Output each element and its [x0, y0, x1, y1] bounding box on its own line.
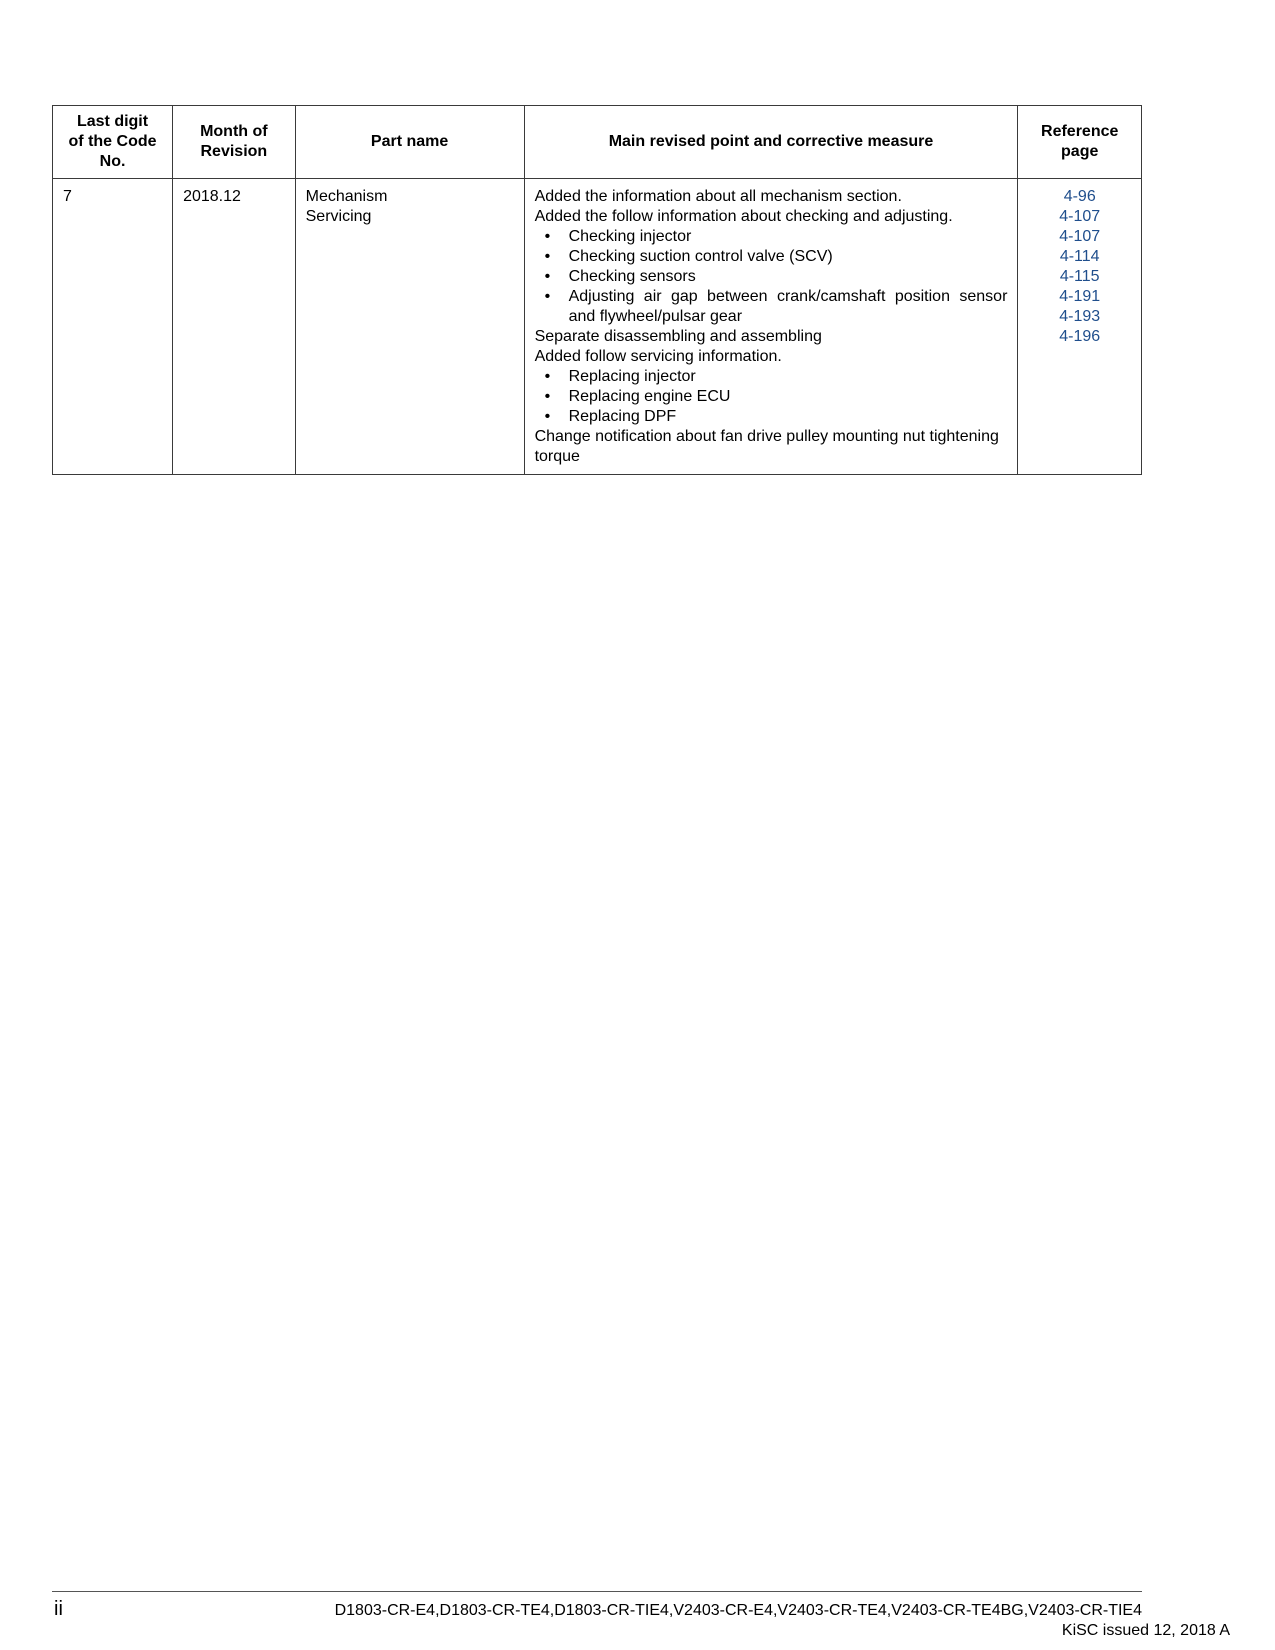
header-last-digit: Last digit of the Code No.	[53, 106, 173, 179]
bullet-item: • Replacing injector	[544, 368, 696, 385]
header-part-name: Part name	[295, 106, 524, 179]
reference-link[interactable]: 4-107	[1059, 208, 1101, 225]
cell-part-name: Mechanism Servicing	[295, 179, 524, 475]
bullet-item: • Replacing engine ECU	[544, 388, 731, 405]
bullet-item: • Adjusting air gap between crank/camshaft position sensor and flywheel/pulsar gear	[544, 288, 1008, 325]
header-revised-point: Main revised point and corrective measure	[524, 106, 1018, 179]
page-number: ii	[54, 1598, 63, 1620]
header-reference-page: Reference page	[1018, 106, 1142, 179]
cell-code-digit: 7	[53, 179, 173, 475]
revision-line: Separate disassembling and assembling	[534, 328, 822, 345]
issue-note: KiSC issued 12, 2018 A	[1061, 1622, 1230, 1639]
bullet-icon: •	[544, 248, 551, 265]
bullet-icon: •	[544, 388, 551, 405]
bullet-item: • Checking injector	[544, 228, 692, 245]
reference-link[interactable]: 4-96	[1063, 188, 1096, 205]
reference-link[interactable]: 4-114	[1059, 248, 1100, 265]
reference-link[interactable]: 4-107	[1059, 228, 1101, 245]
cell-revised-points	[524, 179, 1018, 475]
reference-link[interactable]: 4-191	[1059, 288, 1101, 305]
header-month: Month of Revision	[173, 106, 296, 179]
revision-line: Added follow servicing information.	[534, 348, 782, 365]
reference-link[interactable]: 4-196	[1059, 328, 1101, 345]
footer-divider	[52, 1591, 1142, 1592]
revision-line: Added the information about all mechanism section.	[534, 188, 902, 205]
table-header-row	[53, 106, 1142, 179]
bullet-item: • Checking suction control valve (SCV)	[544, 248, 833, 265]
model-list: D1803-CR-E4,D1803-CR-TE4,D1803-CR-TIE4,V2403-CR-E4,V2403-CR-TE4,V2403-CR-TE4BG,V2403-CR-TIE4	[334, 1602, 1142, 1619]
bullet-icon: •	[544, 228, 551, 245]
bullet-icon: •	[544, 368, 551, 385]
reference-link[interactable]: 4-115	[1059, 268, 1100, 285]
table-row	[53, 179, 1142, 475]
bullet-icon: •	[544, 268, 551, 285]
revision-line: Change notification about fan drive pulley mounting nut tightening torque	[534, 428, 999, 465]
bullet-icon: •	[544, 288, 551, 305]
revision-line: Added the follow information about checking and adjusting.	[534, 208, 953, 225]
bullet-item: • Checking sensors	[544, 268, 696, 285]
revision-table	[52, 105, 1142, 475]
bullet-item: • Replacing DPF	[544, 408, 677, 425]
cell-reference-pages	[1018, 179, 1142, 475]
reference-link[interactable]: 4-193	[1059, 308, 1101, 325]
bullet-icon: •	[544, 408, 551, 425]
cell-month: 2018.12	[173, 179, 296, 475]
